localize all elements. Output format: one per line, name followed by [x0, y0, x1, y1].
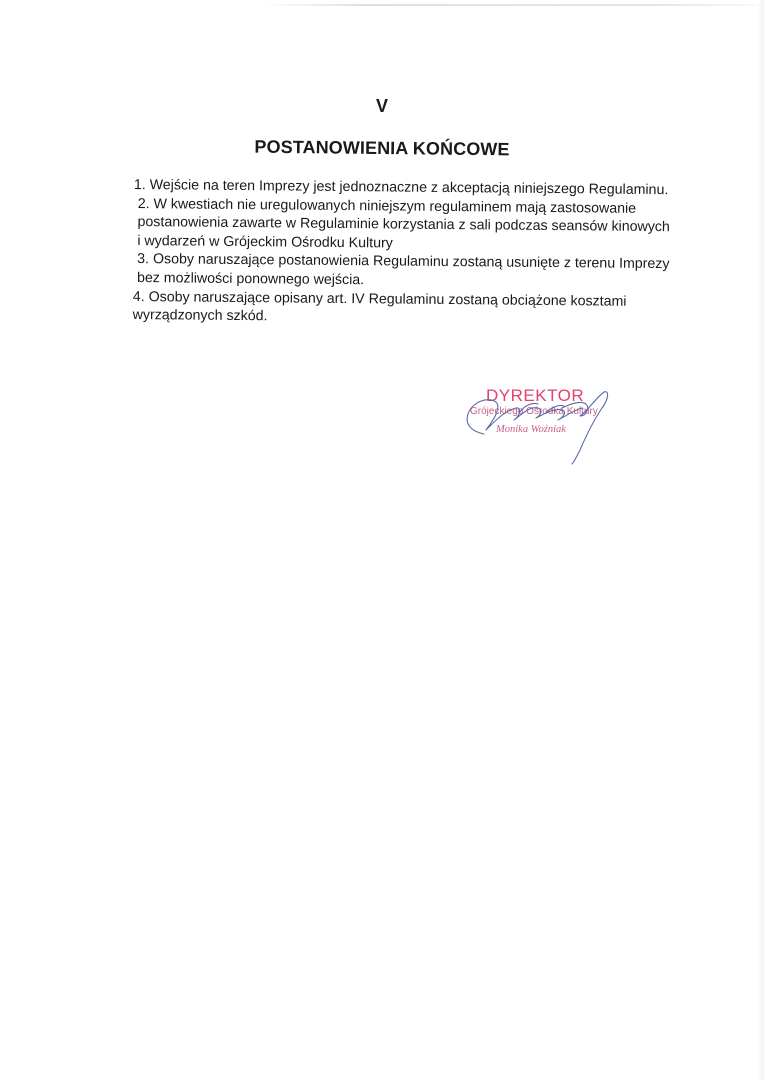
stamp-organization: Grójeckiego Ośrodka Kultury — [470, 406, 598, 417]
section-title: POSTANOWIENIA KOŃCOWE — [254, 136, 510, 160]
provision-item-1: 1. Wejście na teren Imprezy jest jednoznaczne z akceptacją niniejszego Regulaminu. — [133, 176, 669, 199]
final-provisions-list — [133, 176, 674, 330]
provision-item-2: 2. W kwestiach nie uregulowanych niniejszym regulaminem mają zastosowanie postanowienia zawarte w Regulaminie korzystania z sali podczas seansów kinowych i wydarzeń w Grójeckim Ośrodku Kultury — [137, 195, 670, 252]
provision-item-4: 4. Osoby naruszające opisany art. IV Regulaminu zostaną obciążone kosztami wyrządzonych szkód. — [132, 288, 627, 325]
section-number: V — [375, 96, 388, 116]
stamp-title: DYREKTOR — [486, 386, 585, 405]
provision-item-3: 3. Osoby naruszające postanowienia Regulaminu zostaną usunięte z terenu Imprezy bez możliwości ponownego wejścia. — [136, 251, 670, 289]
handwritten-signature — [462, 386, 612, 466]
scan-edge-top — [260, 4, 760, 6]
stamp-name: Monika Woźniak — [496, 424, 566, 435]
